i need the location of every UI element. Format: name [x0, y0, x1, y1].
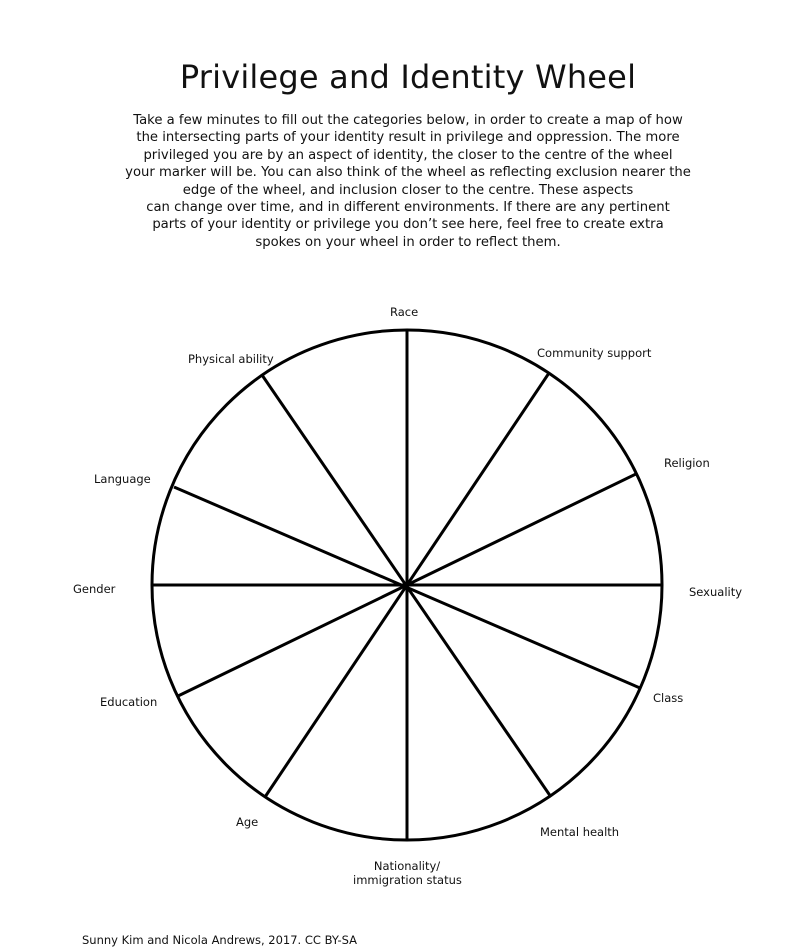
page-title: Privilege and Identity Wheel	[179, 58, 637, 96]
spoke-label-nationality-immigration	[353, 859, 461, 887]
instructions-line: your marker will be. You can also think of the wheel as reflecting exclusion nearer the	[125, 165, 691, 181]
spoke-label-age: Age	[236, 815, 259, 829]
spoke-label-nationality-line: Nationality/	[373, 859, 441, 873]
instructions-line: parts of your identity or privilege you don’t see here, feel free to create extra	[152, 217, 664, 233]
spoke-label-race: Race	[390, 305, 419, 319]
instructions-line: Take a few minutes to fill out the categories below, in order to create a map of how	[133, 113, 683, 128]
spoke-label-education: Education	[100, 695, 158, 709]
spoke-label-physical-ability: Physical ability	[188, 352, 274, 366]
spoke-label-class: Class	[653, 691, 684, 705]
instructions-line: edge of the wheel, and inclusion closer to the centre. These aspects	[182, 182, 634, 198]
spoke-label-sexuality: Sexuality	[689, 585, 743, 599]
spoke-label-immigration-line: immigration status	[353, 873, 462, 887]
spoke-label-mental-health: Mental health	[540, 825, 620, 839]
instructions-line: privileged you are by an aspect of identity, the closer to the centre of the wheel	[143, 147, 673, 163]
spoke-label-community-support: Community support	[537, 346, 652, 360]
footer-credit: Sunny Kim and Nicola Andrews, 2017. CC BY-SA	[82, 933, 358, 947]
instructions-line: the intersecting parts of your identity result in privilege and oppression. The more	[136, 130, 680, 146]
spoke-label-religion: Religion	[664, 456, 710, 470]
instructions-line: spokes on your wheel in order to reflect them.	[255, 234, 561, 250]
spoke-label-language: Language	[94, 472, 151, 486]
spoke-label-gender: Gender	[73, 582, 116, 596]
instructions-line: can change over time, and in different environments. If there are any pertinent	[146, 200, 670, 216]
